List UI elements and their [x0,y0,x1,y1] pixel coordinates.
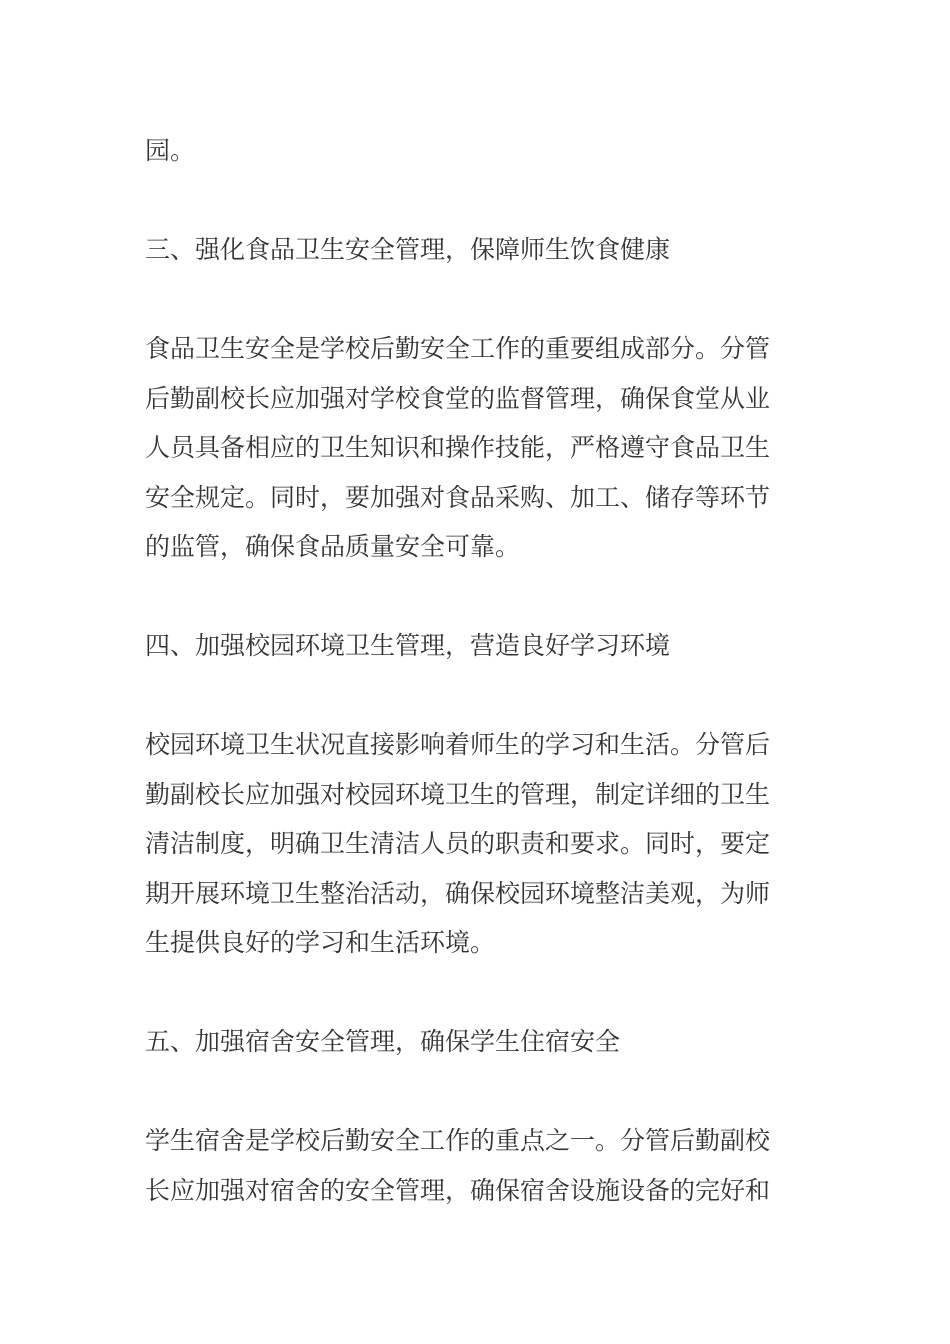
paragraph-gap [145,176,785,226]
paragraph-line: 食品卫生安全是学校后勤安全工作的重要组成部分。分管 [145,334,771,363]
section-heading-4: 四、加强校园环境卫生管理，营造良好学习环境 [145,631,671,660]
paragraph-continuation: 园。 [145,136,196,165]
paragraph-gap [145,968,785,1018]
paragraph-gap [145,572,785,622]
section-3-paragraph [145,324,785,572]
paragraph-line: 校园环境卫生状况直接影响着师生的学习和生活。分管后 [145,730,771,759]
paragraph-line: 的监管，确保食品质量安全可靠。 [145,532,521,561]
section-4-paragraph [145,720,785,968]
section-heading-3: 三、强化食品卫生安全管理，保障师生饮食健康 [145,235,671,264]
paragraph-gap [145,275,785,325]
paragraph-line: 安全规定。同时，要加强对食品采购、加工、储存等环节 [145,482,771,512]
section-5-paragraph [145,1116,785,1215]
paragraph-line: 长应加强对宿舍的安全管理，确保宿舍设施设备的完好和 [145,1175,771,1205]
paragraph-line: 勤副校长应加强对校园环境卫生的管理，制定详细的卫生 [145,779,771,809]
paragraph-gap [145,1067,785,1117]
paragraph-line: 学生宿舍是学校后勤安全工作的重点之一。分管后勤副校 [145,1126,771,1155]
paragraph-gap [145,671,785,721]
paragraph-line: 期开展环境卫生整治活动，确保校园环境整洁美观，为师 [145,878,771,908]
paragraph-line: 人员具备相应的卫生知识和操作技能，严格遵守食品卫生 [145,433,771,462]
document-body [145,126,785,1215]
paragraph-line: 生提供良好的学习和生活环境。 [145,928,496,957]
paragraph-line: 后勤副校长应加强对学校食堂的监督管理，确保食堂从业 [145,383,771,413]
paragraph-line: 清洁制度，明确卫生清洁人员的职责和要求。同时，要定 [145,829,771,858]
section-heading-5: 五、加强宿舍安全管理，确保学生住宿安全 [145,1027,621,1056]
